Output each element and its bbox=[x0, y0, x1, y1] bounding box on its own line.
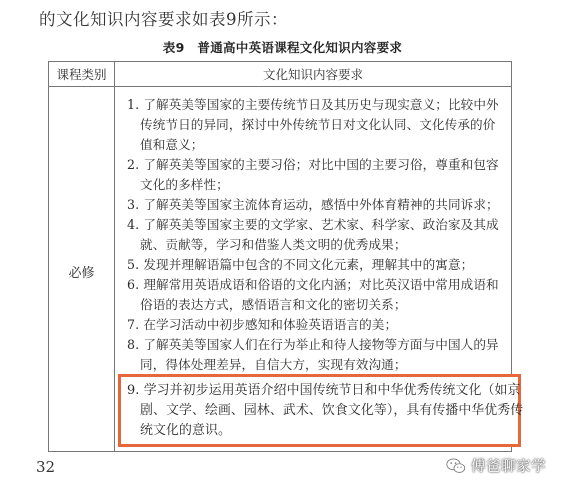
requirement-item-3: 3. 了解英美等国家主流体育运动，感悟中外体育精神的共同诉求； bbox=[127, 197, 499, 212]
column-divider bbox=[114, 62, 115, 451]
intro-text: 的文化知识内容要求如表9所示： bbox=[39, 10, 288, 29]
wechat-icon bbox=[446, 457, 466, 475]
watermark-text: 傅爸聊家学 bbox=[471, 459, 546, 475]
requirement-list bbox=[127, 95, 507, 375]
requirement-item-6: 6. 理解常用英语成语和俗语的文化内涵；对比英汉语中常用成语和俗语的表达方式，感悟语言和文化的密切关系； bbox=[127, 277, 499, 312]
requirement-item-8: 8. 了解英美等国家人们在行为举止和待人接物等方面与中国人的异同，得体处理差异，自信大方，实现有效沟通； bbox=[127, 337, 499, 372]
requirement-item-9: 9. 学习并初步运用英语介绍中国传统节日和中华优秀传统文化（如京剧、文学、绘画、园林、武术、饮食文化等），具有传播中华优秀传统文化的意识。 bbox=[127, 383, 524, 438]
requirement-item-5: 5. 发现并理解语篇中包含的不同文化元素，理解其中的寓意； bbox=[127, 257, 474, 272]
requirement-item-4: 4. 了解英美等国家主要的文学家、艺术家、科学家、政治家及其成就、贡献等，学习和借鉴人类文明的优秀成果； bbox=[127, 217, 499, 252]
requirement-item-2: 2. 了解英美等国家的主要习俗；对比中国的主要习俗，尊重和包容文化的多样性； bbox=[127, 157, 499, 192]
page-number: 32 bbox=[36, 458, 56, 476]
highlighted-item-box bbox=[118, 374, 524, 447]
requirement-item-7: 7. 在学习活动中初步感知和体验英语语言的美； bbox=[127, 317, 398, 332]
watermark bbox=[446, 455, 546, 476]
category-cell: 必修 bbox=[68, 266, 95, 281]
requirement-item-1: 1. 了解英美等国家的主要传统节日及其历史与现实意义；比较中外传统节日的异同，探讨中外传统节日对文化认同、文化传承的价值和意义； bbox=[127, 97, 499, 152]
header-content: 文化知识内容要求 bbox=[262, 67, 363, 82]
header-category: 课程类别 bbox=[56, 67, 107, 82]
header-divider bbox=[49, 86, 511, 87]
table-caption: 表9 普通高中英语课程文化知识内容要求 bbox=[162, 40, 403, 55]
